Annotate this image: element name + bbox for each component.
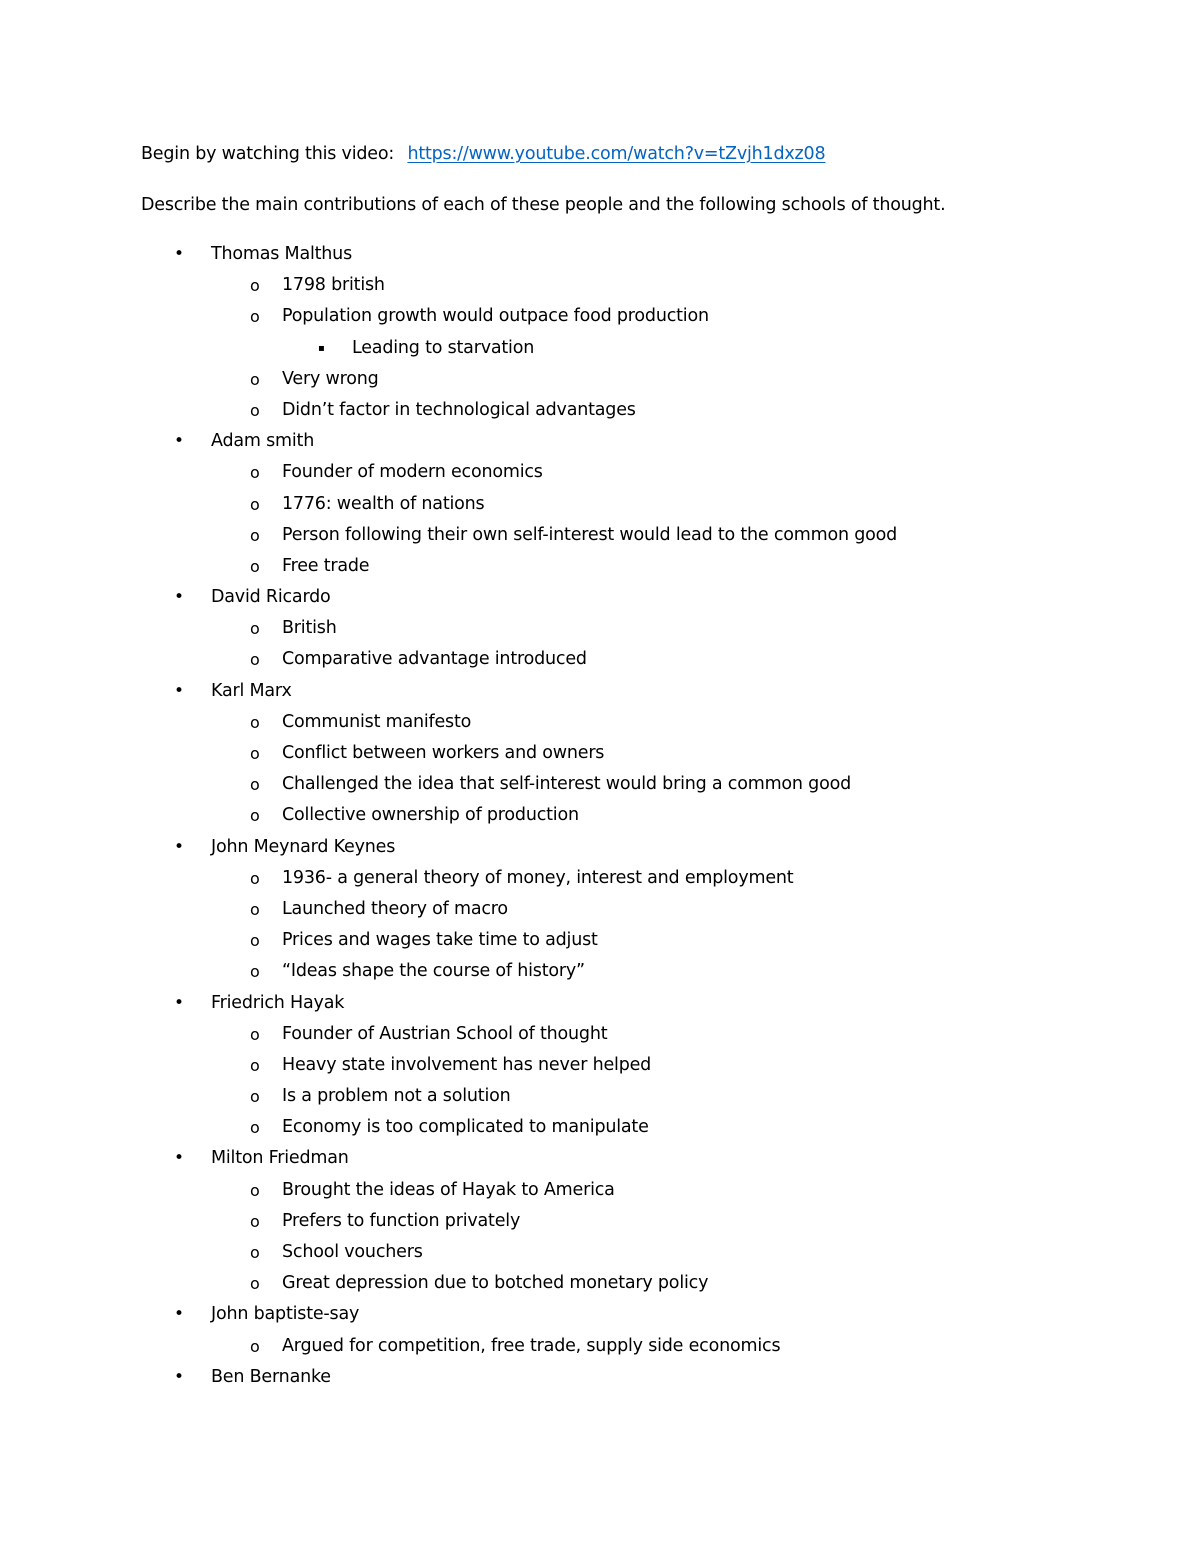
bullet-disc-icon: • [174, 992, 184, 1013]
outline-subitem [0, 488, 1200, 519]
outline-item-text: Economy is too complicated to manipulate [282, 1117, 649, 1138]
outline-item-text: Is a problem not a solution [282, 1086, 511, 1107]
outline-subitem [0, 394, 1200, 425]
outline-subitem [0, 456, 1200, 487]
outline-person-item [0, 1142, 1200, 1173]
outline-item-text: Thomas Malthus [211, 244, 352, 264]
outline-subitem [0, 550, 1200, 581]
bullet-circle-icon: o [250, 806, 260, 826]
outline-subitem [0, 955, 1200, 986]
outline-item-text: Founder of modern economics [282, 462, 543, 483]
bullet-circle-icon: o [250, 494, 260, 514]
bullet-circle-icon: o [250, 1087, 260, 1107]
bullet-circle-icon: o [250, 400, 260, 420]
bullet-disc-icon: • [174, 587, 184, 608]
outline-item-text: Challenged the idea that self-interest would bring a common good [282, 774, 852, 795]
bullet-circle-icon: o [250, 525, 260, 545]
bullet-disc-icon: • [174, 836, 184, 857]
outline-subitem [0, 643, 1200, 674]
outline-subitem [0, 363, 1200, 394]
contributions-outline [0, 238, 1200, 1392]
bullet-disc-icon: • [174, 431, 184, 452]
bullet-circle-icon: o [250, 1243, 260, 1262]
outline-subitem [0, 1267, 1200, 1298]
outline-person-item [0, 425, 1200, 456]
outline-item-text: Free trade [282, 555, 370, 576]
outline-item-text: Heavy state involvement has never helped [282, 1054, 652, 1075]
outline-person-item [0, 675, 1200, 706]
outline-item-text: Didn’t factor in technological advantages [282, 399, 636, 420]
bullet-circle-icon: o [250, 1180, 260, 1200]
bullet-circle-icon: o [250, 744, 260, 763]
outline-subitem [0, 706, 1200, 737]
outline-subitem [0, 1111, 1200, 1142]
bullet-disc-icon: • [174, 1366, 184, 1387]
outline-subitem [0, 1330, 1200, 1361]
outline-subitem [0, 300, 1200, 331]
outline-item-text: David Ricardo [211, 587, 331, 608]
bullet-square-icon: ▪ [318, 342, 325, 354]
bullet-circle-icon: o [250, 556, 260, 576]
outline-subitem [0, 893, 1200, 924]
outline-item-text: Very wrong [282, 368, 379, 389]
outline-item-text: 1798 british [282, 275, 385, 296]
outline-subitem [0, 519, 1200, 550]
outline-item-text: 1936- a general theory of money, interest and employment [282, 867, 794, 888]
bullet-circle-icon: o [250, 712, 260, 732]
bullet-disc-icon: • [174, 244, 184, 264]
bullet-circle-icon: o [250, 1336, 260, 1356]
bullet-circle-icon: o [250, 931, 260, 951]
outline-item-text: Population growth would outpace food production [282, 306, 709, 327]
outline-subsubitem [0, 332, 1200, 363]
outline-item-text: Great depression due to botched monetary policy [282, 1273, 709, 1294]
outline-subitem [0, 1205, 1200, 1236]
bullet-circle-icon: o [250, 307, 260, 327]
outline-subitem [0, 1080, 1200, 1111]
intro-line [141, 146, 825, 164]
outline-item-text: Founder of Austrian School of thought [282, 1023, 608, 1044]
outline-subitem [0, 1018, 1200, 1049]
outline-subitem [0, 799, 1200, 830]
outline-item-text: Milton Friedman [211, 1148, 349, 1169]
bullet-disc-icon: • [174, 680, 184, 701]
outline-subitem [0, 1174, 1200, 1205]
outline-subitem [0, 862, 1200, 893]
outline-subitem [0, 269, 1200, 300]
outline-subitem [0, 768, 1200, 799]
bullet-circle-icon: o [250, 1118, 260, 1138]
bullet-circle-icon: o [250, 276, 260, 296]
intro-label: Begin by watching this video: [141, 144, 395, 164]
outline-subitem [0, 924, 1200, 955]
bullet-disc-icon: • [174, 1304, 184, 1325]
outline-item-text: John Meynard Keynes [211, 836, 396, 857]
outline-item-text: Person following their own self-interest would lead to the common good [282, 524, 898, 545]
outline-item-text: “Ideas shape the course of history” [282, 961, 585, 982]
outline-item-text: Ben Bernanke [211, 1366, 331, 1387]
outline-subitem [0, 1236, 1200, 1267]
outline-person-item [0, 238, 1200, 269]
outline-item-text: Communist manifesto [282, 711, 472, 732]
bullet-circle-icon: o [250, 369, 260, 389]
outline-person-item [0, 1361, 1200, 1392]
outline-item-text: Argued for competition, free trade, supply side economics [282, 1335, 781, 1356]
video-link[interactable]: https://www.youtube.com/watch?v=tZvjh1dxz08 [407, 144, 826, 164]
bullet-circle-icon: o [250, 962, 260, 982]
outline-item-text: Comparative advantage introduced [282, 649, 587, 670]
bullet-circle-icon: o [250, 868, 260, 888]
bullet-circle-icon: o [250, 1211, 260, 1231]
outline-item-text: 1776: wealth of nations [282, 493, 485, 514]
outline-subitem [0, 1049, 1200, 1080]
outline-item-text: Launched theory of macro [282, 898, 508, 919]
bullet-circle-icon: o [250, 463, 260, 483]
outline-subitem [0, 612, 1200, 643]
bullet-circle-icon: o [250, 619, 260, 639]
outline-item-text: Conflict between workers and owners [282, 743, 605, 763]
outline-item-text: Karl Marx [211, 680, 292, 701]
outline-item-text: Leading to starvation [352, 337, 535, 358]
bullet-circle-icon: o [250, 899, 260, 919]
outline-item-text: Prices and wages take time to adjust [282, 930, 598, 951]
outline-item-text: Friedrich Hayak [211, 992, 345, 1013]
outline-person-item [0, 987, 1200, 1018]
outline-item-text: Adam smith [211, 431, 315, 452]
outline-item-text: John baptiste-say [211, 1304, 360, 1325]
outline-person-item [0, 581, 1200, 612]
outline-person-item [0, 831, 1200, 862]
outline-item-text: Brought the ideas of Hayak to America [282, 1179, 615, 1200]
outline-person-item [0, 1298, 1200, 1329]
bullet-disc-icon: • [174, 1148, 184, 1169]
outline-item-text: British [282, 618, 337, 639]
bullet-circle-icon: o [250, 1055, 260, 1075]
outline-subitem [0, 737, 1200, 768]
outline-item-text: Collective ownership of production [282, 805, 579, 826]
instruction-text: Describe the main contributions of each of these people and the following schools of thought. [141, 195, 946, 215]
bullet-circle-icon: o [250, 1024, 260, 1044]
bullet-circle-icon: o [250, 650, 260, 670]
outline-item-text: School vouchers [282, 1242, 423, 1262]
bullet-circle-icon: o [250, 775, 260, 795]
outline-item-text: Prefers to function privately [282, 1210, 521, 1231]
bullet-circle-icon: o [250, 1274, 260, 1294]
